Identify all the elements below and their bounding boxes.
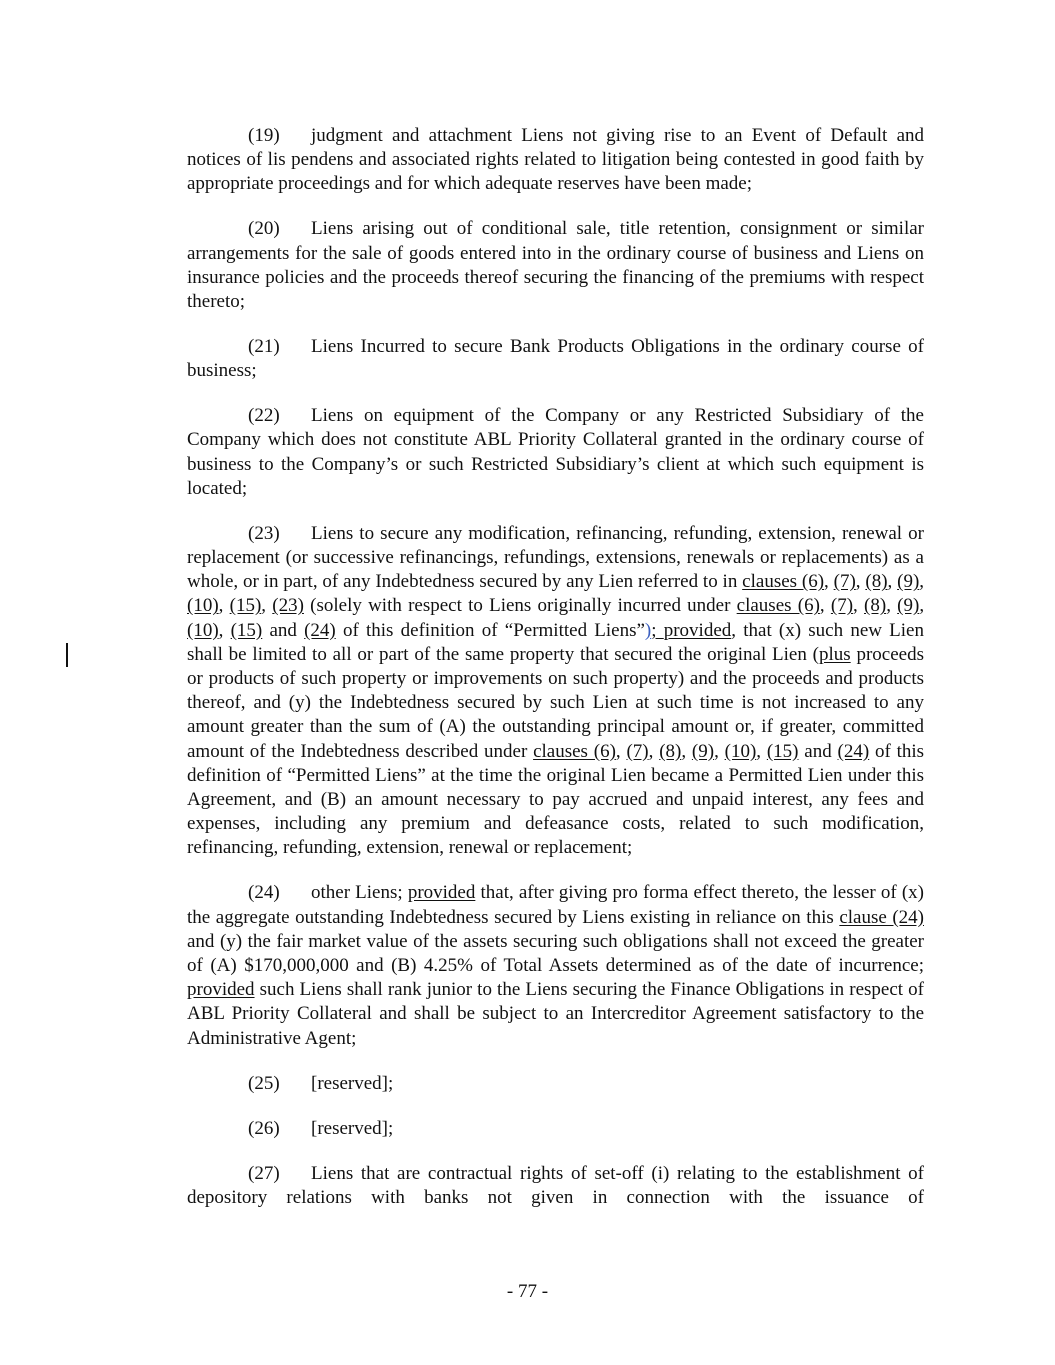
clause-23 — [187, 522, 924, 861]
separator: , — [218, 619, 231, 641]
clause-text-part: such Liens shall rank junior to the Liens securing the Finance Obligations in respect of ABL Priority Collateral and shall be subject to an Intercreditor Agreement satisfactory to the Administrative Agent; — [187, 979, 924, 1049]
clause-text: judgment and attachment Liens not giving rise to an Event of Default and notices of lis pendens and associated rights related to litigation being contested in good faith by appropriate proceedings and for which adequate reserves have been made; — [187, 125, 924, 195]
clause-reference: (23) — [272, 595, 304, 617]
clause-reference: clauses (6) — [736, 595, 820, 617]
clause-26 — [187, 1117, 924, 1141]
clause-reference: (8) — [865, 571, 888, 593]
clause-19 — [187, 124, 924, 197]
clause-text-part: of this definition of “Permitted Liens” — [335, 619, 645, 641]
revision-change-bar — [66, 643, 68, 667]
defined-term-provided: provided — [407, 882, 476, 904]
separator: , — [261, 595, 273, 617]
clause-reference: (15) — [766, 740, 799, 762]
clause-text: Liens that are contractual rights of set-off (i) relating to the establishment of depository relations with banks not given in connection with the issuance of — [187, 1162, 924, 1208]
clause-reference: (9) — [897, 571, 920, 593]
clause-number: (22) — [248, 405, 280, 427]
separator: , — [714, 740, 725, 762]
clause-reference: clause (24) — [839, 906, 924, 928]
clause-number: (19) — [248, 125, 280, 146]
page-number: - 77 - — [506, 1281, 549, 1302]
separator: , — [824, 571, 834, 593]
separator: , — [919, 571, 925, 593]
clause-21 — [187, 335, 924, 383]
clause-reference: (24) — [304, 619, 336, 641]
defined-term-provided: provided — [187, 979, 255, 1001]
separator: , — [681, 740, 692, 762]
clause-25 — [187, 1072, 924, 1096]
clause-text-part: of this definition of “Permitted Liens” at the time the original Lien became a Permitted Lien under this Agreement, and (B) an amount necessary to pay accrued and unpaid interest, any fees and expenses, including any premium and defeasance costs, related to such modification, refinancing, refunding, extension, renewal or replacement; — [187, 740, 925, 859]
clause-reference: clauses (6) — [742, 571, 825, 593]
clause-number: (26) — [248, 1117, 280, 1139]
clause-22 — [187, 404, 924, 501]
clause-reference: (8) — [659, 740, 682, 762]
separator: , — [756, 740, 767, 762]
clause-reference: (7) — [833, 571, 856, 593]
clause-number: (25) — [248, 1072, 280, 1094]
document-body — [187, 124, 924, 1210]
clause-text-part: that, after giving pro forma effect thereto, the lesser of (x) the aggregate outstanding Indebtedness secured by Liens existing in reliance on this — [187, 882, 925, 928]
clause-text: Liens on equipment of the Company or any Restricted Subsidiary of the Company which does not constitute ABL Priority Collateral granted in the ordinary course of business to the Company’s or such Restricted Subsidiary’s client at which such equipment is located; — [187, 405, 924, 499]
separator: , — [855, 571, 866, 593]
clause-number: (21) — [248, 336, 280, 358]
clause-text-part: other Liens; — [311, 882, 408, 904]
clause-text-part: proceeds or products of such property or improvements on such property) and the proceeds and products thereof, and (y) the Indebtedness secured by such Lien at such time is not increased to any amount greater than the sum of (A) the outstanding principal amount or, if greater, committed amount of the Indebtedness described under — [187, 643, 924, 762]
clause-text: [reserved]; — [311, 1072, 394, 1094]
separator: , — [886, 595, 898, 617]
clause-text: Liens Incurred to secure Bank Products Obligations in the ordinary course of business; — [187, 336, 924, 382]
separator: , — [819, 595, 831, 617]
clause-reference: clauses (6) — [533, 740, 616, 762]
clause-reference: (15) — [229, 595, 262, 617]
clause-24 — [187, 881, 924, 1050]
separator: and — [798, 740, 838, 762]
clause-text-part: , that (x) such new Lien shall be limited to all or part of the same property that secured the original Lien ( — [187, 619, 924, 665]
clause-number: (23) — [248, 522, 280, 544]
clause-number: (24) — [248, 882, 280, 904]
separator: , — [853, 595, 865, 617]
clause-text: [reserved]; — [311, 1117, 394, 1139]
clause-reference: (9) — [691, 740, 715, 762]
clause-reference: (7) — [830, 595, 854, 617]
clause-text: Liens arising out of conditional sale, title retention, consignment or similar arrangements for the sale of goods entered into in the ordinary course of business and Liens on insurance policies and the proceeds thereof securing the financing of the premiums with respect thereto; — [187, 218, 924, 313]
clause-text-part: and (y) the fair market value of the assets securing such obligations shall not exceed the greater of (A) $170,000,000 and (B) 4.25% of Total Assets determined as of the date of incurrence; — [187, 930, 924, 977]
clause-reference: (24) — [837, 740, 870, 762]
separator: , — [218, 595, 230, 617]
clause-reference: (15) — [230, 619, 263, 641]
clause-reference: (10) — [187, 619, 219, 641]
separator: and — [262, 619, 305, 641]
tracked-change-insertion: ) — [644, 619, 652, 641]
clause-text-part: (solely with respect to Liens originally incurred under — [303, 595, 737, 617]
tracked-change-insertion: ; — [651, 619, 664, 641]
clause-number: (27) — [248, 1162, 280, 1184]
defined-term-plus: plus — [818, 643, 851, 665]
clause-number: (20) — [248, 218, 280, 240]
clause-reference: (10) — [724, 740, 757, 762]
clause-27 — [187, 1162, 924, 1210]
clause-reference: (8) — [864, 595, 887, 617]
clause-reference: (7) — [626, 740, 649, 762]
separator: , — [648, 740, 660, 762]
separator: , — [887, 571, 898, 593]
clause-reference: (10) — [187, 595, 219, 617]
defined-term-provided: provided — [663, 619, 732, 641]
clause-20 — [187, 217, 924, 314]
separator: , — [919, 595, 925, 617]
clause-reference: (9) — [897, 595, 920, 617]
separator: , — [615, 740, 627, 762]
clause-text-part: Liens to secure any modification, refinancing, refunding, extension, renewal or replacement (or successive refinancings, refundings, extensions, renewals or replacements) as a whole, or in part, of any Indebtedness secured by any Lien referred to in — [187, 522, 924, 593]
